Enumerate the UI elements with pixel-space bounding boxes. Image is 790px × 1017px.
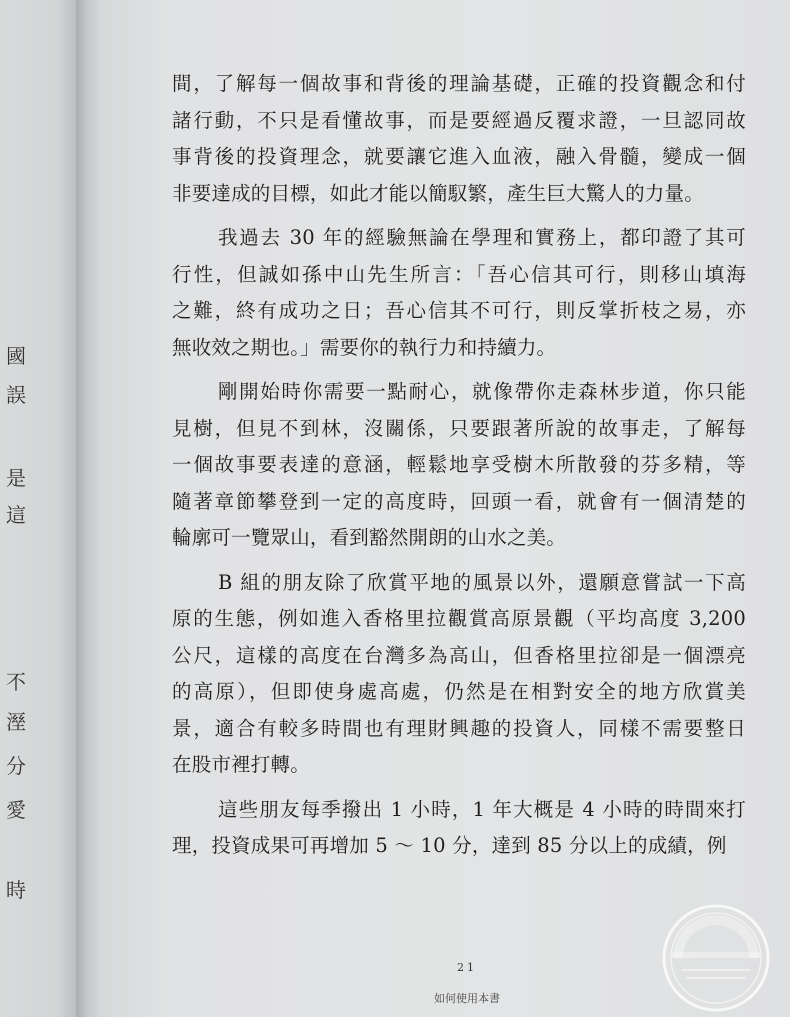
left-page-char: 溼 (6, 710, 26, 734)
text-line: 公尺，這樣的高度在台灣多為高山，但香格里拉卻是一個漂亮 (172, 643, 746, 667)
text-line: 這些朋友每季撥出 1 小時，1 年大概是 4 小時的時間來打 (218, 797, 746, 821)
paragraph (172, 565, 746, 792)
text-line: 我過去 30 年的經驗無論在學理和實務上，都印證了其可 (218, 226, 746, 249)
text-line: 一個故事要表達的意涵，輕鬆地享受樹木所散發的芬多精，等 (172, 453, 746, 476)
text-line: 理，投資成果可再增加 5 ～ 10 分，達到 85 分以上的成績，例 (172, 834, 727, 857)
text-line: 事背後的投資理念，就要讓它進入血液，融入骨髓，變成一個 (172, 145, 746, 168)
text-line: 見樹，但見不到林，沒關係，只要跟著所說的故事走，了解每 (172, 416, 746, 440)
text-line: 隨著章節攀登到一定的高度時，回頭一看，就會有一個清楚的 (172, 489, 746, 513)
text-line: 輪廓可一覽眾山，看到豁然開朗的山水之美。 (172, 526, 567, 549)
text-line: 的高原），但即使身處高處，仍然是在相對安全的地方欣賞美 (172, 680, 746, 703)
left-page-char: 不 (6, 670, 26, 694)
paragraph (172, 66, 746, 220)
text-line: 之難，終有成功之日；吾心信其不可行，則反掌折枝之易，亦 (172, 299, 746, 322)
text-line: 非要達成的目標，如此才能以簡馭繁，產生巨大驚人的力量。 (172, 181, 704, 205)
text-line: 無收效之期也。」需要你的執行力和持續力。 (172, 335, 557, 359)
text-line: B 組的朋友除了欣賞平地的風景以外，還願意嘗試一下高 (218, 570, 746, 594)
left-page-char: 這 (6, 503, 26, 527)
text-line: 行性，但誠如孫中山先生所言：「吾心信其可行，則移山填海 (172, 262, 746, 286)
left-page-char: 誤 (6, 383, 26, 407)
book-gutter (76, 0, 102, 1017)
left-page-char: 國 (6, 344, 26, 368)
text-line: 間，了解每一個故事和背後的理論基礎，正確的投資觀念和付 (172, 72, 746, 95)
text-line: 在股市裡打轉。 (172, 753, 310, 776)
paragraph (172, 792, 746, 865)
body-text (172, 66, 746, 865)
text-line: 諸行動，不只是看懂故事，而是要經過反覆求證，一旦認同故 (172, 108, 746, 132)
paragraph (172, 374, 746, 565)
chapter-title: 如何使用本書 (434, 992, 500, 1005)
left-page (0, 0, 80, 1017)
page-number: 21 (457, 961, 477, 974)
left-page-char: 分 (6, 754, 26, 778)
text-line: 剛開始時你需要一點耐心，就像帶你走森林步道，你只能 (218, 380, 746, 403)
watermark-seal-icon (658, 900, 774, 1016)
left-page-char: 愛 (6, 798, 26, 822)
left-page-char: 是 (6, 466, 26, 490)
text-line: 原的生態，例如進入香格里拉觀賞高原景觀（平均高度 3,200 (172, 607, 746, 630)
left-page-char: 時 (6, 878, 26, 902)
text-line: 景，適合有較多時間也有理財興趣的投資人，同樣不需要整日 (172, 716, 746, 740)
paragraph (172, 220, 746, 374)
